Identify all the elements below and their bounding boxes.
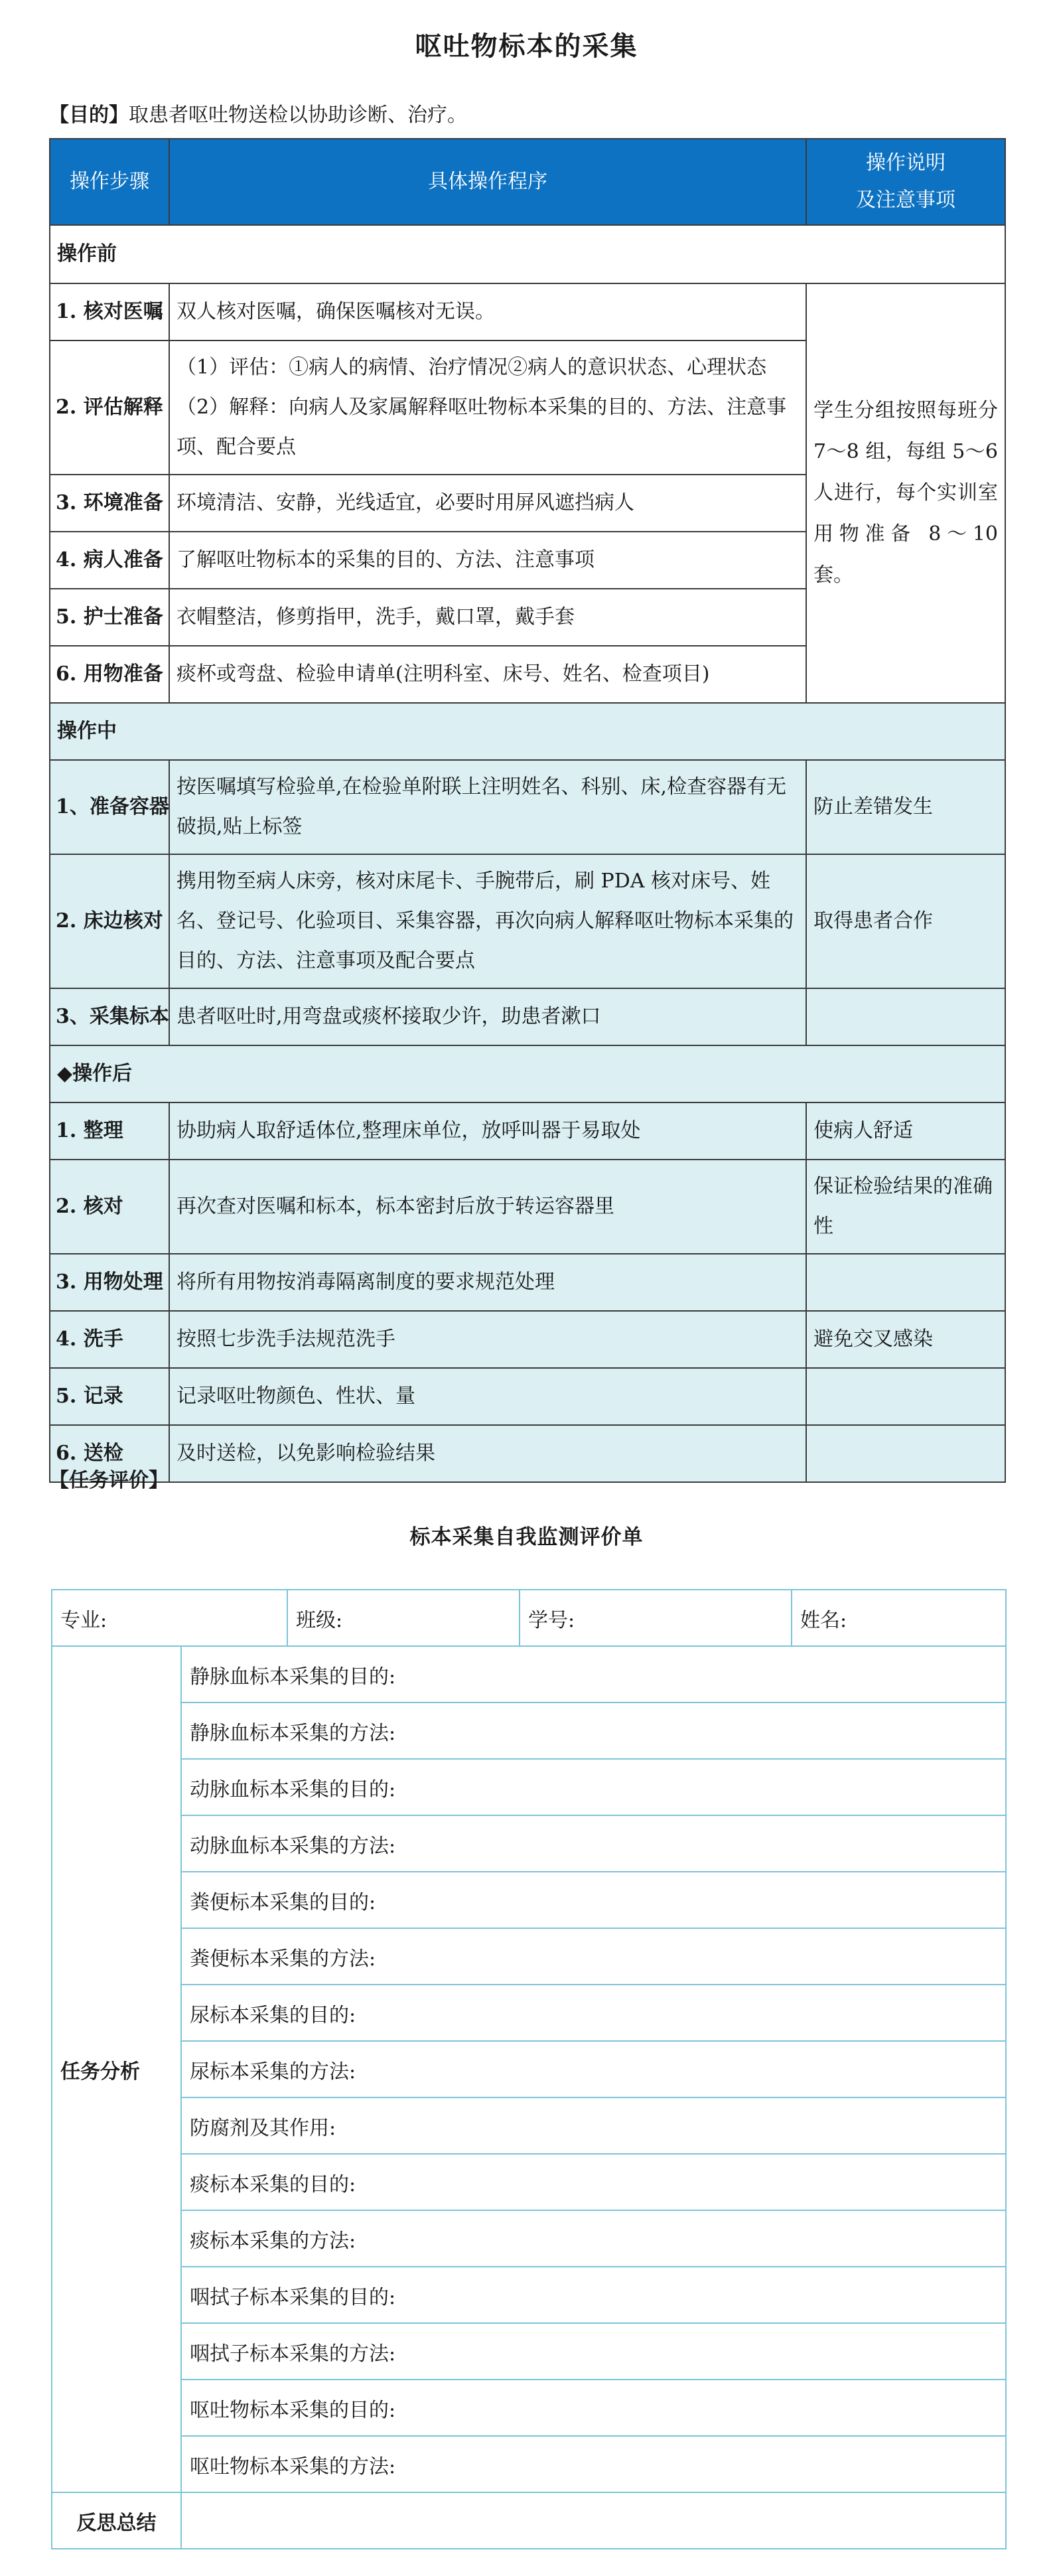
analysis-item[interactable]: 呕吐物标本采集的目的: — [181, 2380, 1006, 2436]
analysis-item[interactable]: 动脉血标本采集的方法: — [181, 1815, 1006, 1872]
analysis-row — [52, 2210, 1006, 2267]
analysis-item[interactable]: 尿标本采集的方法: — [181, 2041, 1006, 2097]
analysis-row — [52, 1872, 1006, 1928]
step-label: 2. 床边核对 — [50, 854, 169, 988]
step-note — [806, 1425, 1005, 1482]
step-note: 取得患者合作 — [806, 854, 1005, 988]
table-row — [50, 1102, 1005, 1160]
task-eval-label: 【任务评价】 — [49, 1469, 169, 1492]
step-note: 防止差错发生 — [806, 760, 1005, 854]
step-procedure: 了解呕吐物标本的采集的目的、方法、注意事项 — [169, 532, 806, 589]
analysis-row — [52, 2097, 1006, 2154]
procedure-table — [49, 138, 1006, 1483]
purpose-text: 取患者呕吐物送检以协助诊断、治疗。 — [129, 104, 467, 127]
analysis-item[interactable]: 粪便标本采集的方法: — [181, 1928, 1006, 1985]
table-row — [50, 1254, 1005, 1311]
step-label: 5. 记录 — [50, 1368, 169, 1425]
analysis-row — [52, 1646, 1006, 1703]
step-note — [806, 1254, 1005, 1311]
analysis-item[interactable]: 防腐剂及其作用: — [181, 2097, 1006, 2154]
step-note — [806, 988, 1005, 1045]
header-note — [806, 139, 1005, 225]
step-procedure: 将所有用物按消毒隔离制度的要求规范处理 — [169, 1254, 806, 1311]
section-after-row — [50, 1045, 1005, 1102]
step-procedure: 双人核对医嘱，确保医嘱核对无误。 — [169, 283, 806, 341]
step-label: 4. 病人准备 — [50, 532, 169, 589]
step-label: 6. 用物准备 — [50, 646, 169, 703]
step-procedure: 协助病人取舒适体位,整理床单位，放呼叫器于易取处 — [169, 1102, 806, 1160]
step-label: 4. 洗手 — [50, 1311, 169, 1368]
analysis-item[interactable]: 静脉血标本采集的目的: — [181, 1646, 1006, 1703]
step-procedure: 衣帽整洁，修剪指甲，洗手，戴口罩，戴手套 — [169, 589, 806, 646]
step-note: 避免交叉感染 — [806, 1311, 1005, 1368]
eval-form-title: 标本采集自我监测评价单 — [409, 1525, 644, 1549]
table-row — [50, 854, 1005, 988]
reflection-row — [52, 2492, 1006, 2549]
step-procedure: 携用物至病人床旁，核对床尾卡、手腕带后，刷 PDA 核对床号、姓名、登记号、化验项目、采集容器，再次向病人解释呕吐物标本采集的目的、方法、注意事项及配合要点 — [169, 854, 806, 988]
step-procedure: 按医嘱填写检验单,在检验单附联上注明姓名、科别、床,检查容器有无破损,贴上标签 — [169, 760, 806, 854]
analysis-item[interactable]: 呕吐物标本采集的方法: — [181, 2436, 1006, 2492]
eval-info-row — [52, 1590, 1006, 1646]
procedure-header-row — [50, 139, 1005, 225]
step-procedure — [169, 341, 806, 475]
step-label: 3. 用物处理 — [50, 1254, 169, 1311]
step-label: 5. 护士准备 — [50, 589, 169, 646]
reflection-field[interactable] — [181, 2492, 1006, 2549]
field-major[interactable]: 专业: — [52, 1590, 287, 1646]
analysis-label: 任务分析 — [52, 1646, 181, 2492]
step-procedure: 记录呕吐物颜色、性状、量 — [169, 1368, 806, 1425]
analysis-item[interactable]: 痰标本采集的目的: — [181, 2154, 1006, 2210]
analysis-row — [52, 2436, 1006, 2492]
analysis-row — [52, 2323, 1006, 2380]
step-procedure: 及时送检，以免影响检验结果 — [169, 1425, 806, 1482]
field-name[interactable]: 姓名: — [792, 1590, 1006, 1646]
analysis-row — [52, 2041, 1006, 2097]
step-note: 保证检验结果的准确性 — [806, 1160, 1005, 1254]
analysis-row — [52, 1703, 1006, 1759]
eval-form-table — [51, 1589, 1007, 2549]
table-row — [50, 988, 1005, 1045]
header-note-line2: 及注意事项 — [856, 189, 955, 212]
analysis-item[interactable]: 咽拭子标本采集的目的: — [181, 2267, 1006, 2323]
section-before-row — [50, 225, 1005, 283]
analysis-row — [52, 2380, 1006, 2436]
step-procedure: 环境清洁、安静，光线适宜，必要时用屏风遮挡病人 — [169, 475, 806, 532]
step-label: 1. 整理 — [50, 1102, 169, 1160]
table-row — [50, 283, 1005, 341]
table-row — [50, 760, 1005, 854]
purpose-label: 【目的】 — [49, 104, 129, 127]
analysis-item[interactable]: 粪便标本采集的目的: — [181, 1872, 1006, 1928]
header-step: 操作步骤 — [50, 139, 169, 225]
step-label: 3. 环境准备 — [50, 475, 169, 532]
step-procedure: 痰杯或弯盘、检验申请单(注明科室、床号、姓名、检查项目) — [169, 646, 806, 703]
table-row — [50, 1311, 1005, 1368]
analysis-item[interactable]: 咽拭子标本采集的方法: — [181, 2323, 1006, 2380]
procedure-line: （2）解释：向病人及家属解释呕吐物标本采集的目的、方法、注意事项、配合要点 — [176, 396, 787, 459]
table-row — [50, 1425, 1005, 1482]
analysis-row — [52, 1985, 1006, 2041]
analysis-row — [52, 1815, 1006, 1872]
analysis-item[interactable]: 动脉血标本采集的目的: — [181, 1759, 1006, 1815]
procedure-line: （1）评估：①病人的病情、治疗情况②病人的意识状态、心理状态 — [176, 356, 767, 379]
field-class[interactable]: 班级: — [287, 1590, 520, 1646]
field-student-id[interactable]: 学号: — [520, 1590, 792, 1646]
step-note: 使病人舒适 — [806, 1102, 1005, 1160]
analysis-item[interactable]: 痰标本采集的方法: — [181, 2210, 1006, 2267]
step-label: 1. 核对医嘱 — [50, 283, 169, 341]
analysis-row — [52, 1928, 1006, 1985]
analysis-item[interactable]: 静脉血标本采集的方法: — [181, 1703, 1006, 1759]
step-procedure: 患者呕吐时,用弯盘或痰杯接取少许，助患者漱口 — [169, 988, 806, 1045]
step-label: 1、准备容器 — [50, 760, 169, 854]
analysis-row — [52, 2154, 1006, 2210]
header-note-line1: 操作说明 — [866, 151, 946, 175]
analysis-item[interactable]: 尿标本采集的目的: — [181, 1985, 1006, 2041]
page-title: 呕吐物标本的采集 — [415, 31, 638, 62]
section-before-title: 操作前 — [50, 225, 1005, 283]
table-row — [50, 1160, 1005, 1254]
analysis-body — [52, 1646, 1006, 2492]
step-label: 2. 评估解释 — [50, 341, 169, 475]
header-procedure: 具体操作程序 — [169, 139, 806, 225]
step-label: 3、采集标本 — [50, 988, 169, 1045]
step-note — [806, 1368, 1005, 1425]
analysis-row — [52, 1759, 1006, 1815]
purpose-line — [49, 98, 467, 127]
before-note: 学生分组按照每班分 7～8 组，每组 5～6 人进行，每个实训室用物准备 8～10 套。 — [806, 283, 1005, 703]
section-after-title: ◆操作后 — [50, 1045, 1005, 1102]
step-procedure: 按照七步洗手法规范洗手 — [169, 1311, 806, 1368]
section-during-row — [50, 703, 1005, 760]
step-procedure: 再次查对医嘱和标本，标本密封后放于转运容器里 — [169, 1160, 806, 1254]
table-row — [50, 1368, 1005, 1425]
step-label: 6. 送检 — [50, 1425, 169, 1482]
analysis-row — [52, 2267, 1006, 2323]
step-label: 2. 核对 — [50, 1160, 169, 1254]
reflection-label: 反思总结 — [52, 2492, 181, 2549]
section-during-title: 操作中 — [50, 703, 1005, 760]
